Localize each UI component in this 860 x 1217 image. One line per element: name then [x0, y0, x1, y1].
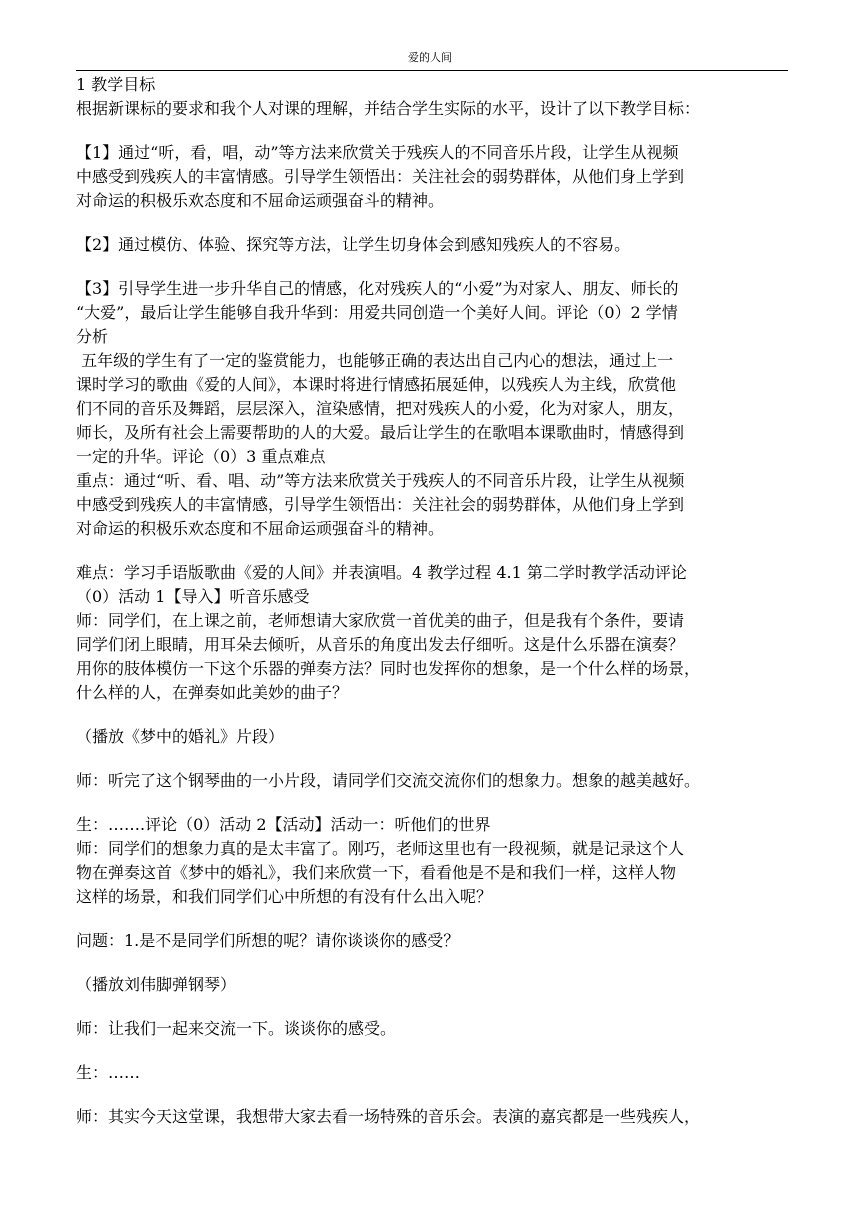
paragraph-play-music: （播放《梦中的婚礼》片段） — [76, 727, 285, 746]
paragraph-difficulty-activity-1: 难点：学习手语版歌曲《爱的人间》并表演唱。4 教学过程 4.1 第二学时教学活动评论 （0）活动 1【导入】听音乐感受 师：同学们，在上课之前，老师想请大家欣赏一首优美的曲子，但是我有个条件，要请 同学们闭上眼睛，用耳朵去倾听，从音乐的角度出发去仔细听。这是什么乐器在演奏？ 用你的肢体模仿一下这个乐器的弹奏方法？同时也发挥你的想象，是一个什么样的场景， 什么样的人，在弹奏如此美妙的曲子？ — [76, 563, 701, 702]
header-divider — [76, 70, 788, 71]
paragraph-play-video: （播放刘伟脚弹钢琴） — [76, 975, 237, 994]
paragraph-objective-1: 【1】通过“听，看，唱，动”等方法来欣赏关于残疾人的不同音乐片段，让学生从视频 中感受到残疾人的丰富情感。引导学生领悟出：关注社会的弱势群体，从他们身上学到 对命运的积极乐欢态度和不屈命运顽强奋斗的精神。 — [76, 143, 685, 210]
paragraph-objective-3-analysis: 【3】引导学生进一步升华自己的情感，化对残疾人的“小爱”为对家人、朋友、师长的 “大爱”，最后让学生能够自我升华到：用爱共同创造一个美好人间。评论（0）2 学情 分析 五年级的学生有了一定的鉴赏能力，也能够正确的表达出自己内心的想法，通过上一 课时学习的歌曲《爱的人间》，本课时将进行情感拓展延伸，以残疾人为主线，欣赏他 们不同的音乐及舞蹈，层层深入，渲染感情，把对残疾人的小爱，化为对家人，朋友， 师长，及所有社会上需要帮助的人的大爱。最后让学生的在歌唱本课歌曲时，情感得到 一定的升华。评论（0）3 重点难点 重点：通过“听、看、唱、动”等方法来欣赏关于残疾人的不同音乐片段，让学生从视频 中感受到残疾人的丰富情感，引导学生领悟出：关注社会的弱势群体，从他们身上学到 对命运的积极乐欢态度和不屈命运顽强奋斗的精神。 — [76, 279, 685, 538]
paragraph-teacher-after-music: 师：听完了这个钢琴曲的一小片段，请同学们交流交流你们的想象力。想象的越美越好。 — [76, 771, 701, 790]
page-header: 爱的人间 — [408, 51, 452, 64]
paragraph-activity-2: 生：…….评论（0）活动 2【活动】活动一：听他们的世界 师：同学们的想象力真的是太丰富了。刚巧，老师这里也有一段视频，就是记录这个人 物在弹奏这首《梦中的婚礼》，我们来欣赏一下，看看他是不是和我们一样，这样人物 这样的场景，和我们同学们心中所想的有没有什么出入呢？ — [76, 815, 685, 906]
paragraph-objectives-intro: 1 教学目标 根据新课标的要求和我个人对课的理解，并结合学生实际的水平，设计了以下教学目标： — [76, 75, 701, 118]
paragraph-objective-2: 【2】通过模仿、体验、探究等方法，让学生切身体会到感知残疾人的不容易。 — [76, 235, 631, 254]
paragraph-teacher-concert: 师：其实今天这堂课，我想带大家去看一场特殊的音乐会。表演的嘉宾都是一些残疾人， — [76, 1107, 701, 1126]
paragraph-teacher-exchange: 师：让我们一起来交流一下。谈谈你的感受。 — [76, 1019, 397, 1038]
paragraph-question: 问题：1.是不是同学们所想的呢？请你谈谈你的感受？ — [76, 931, 460, 950]
paragraph-student-response: 生：…… — [76, 1063, 141, 1082]
document-body — [76, 73, 794, 1129]
